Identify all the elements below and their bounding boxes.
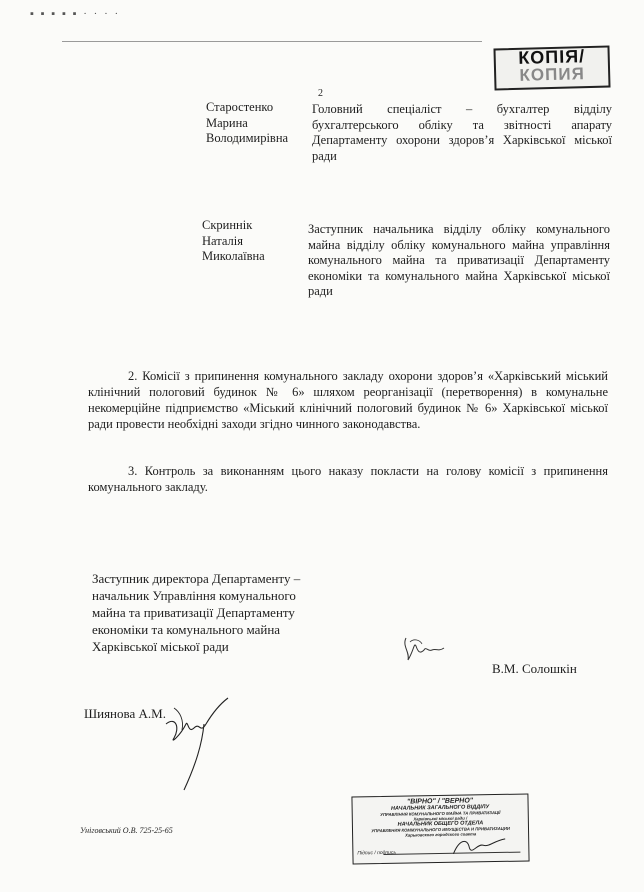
page-number: 2 [318,88,323,99]
cert-line: УПРАВЛЕНИЯ КОММУНАЛЬНОГО ИМУЩЕСТВА И ПРИВАТИЗАЦИИ [371,825,510,834]
cert-line: НАЧАЛЬНИК ОБЩЕГО ОТДЕЛА [397,820,484,828]
executor-name: Шиянова А.М. [84,706,166,721]
member-name [202,218,265,265]
member-surname: Скриннік [202,218,253,232]
signatory-title-line: начальник Управління комунального [92,588,296,603]
signatory-title-line: Заступник директора Департаменту – [92,571,301,586]
member-surname: Старостенко [206,100,274,114]
scan-artifact: ▪ ▪ ▪ ▪ ▪ · · · · [30,8,121,20]
cert-signature-label: Підпис / подпись [357,849,397,857]
signatory-title-line: економіки та комунального майна [92,622,281,637]
member-position: Головний спеціаліст – бухгалтер відділу бухгалтерського обліку та звітності апарату Департаменту охорони здоров’я Харківської міської ради [312,102,612,163]
member-first-name: Марина [206,115,248,130]
member-position: Заступник начальника відділу обліку комунального майна відділу обліку комунального майна управління комунального майна та приватизації Департаменту економіки та комунального майна Харківської міської ради [308,222,610,298]
header-rule [62,41,482,42]
cert-line: Харківської міської ради / [413,815,468,822]
signatory-name: В.М. Солошкін [492,661,577,676]
member-patronymic: Володимирівна [206,131,289,145]
executor-phone: Уніговський О.В. 725-25-65 [80,826,173,835]
signatory-title-line: майна та приватизації Департаменту [92,605,295,620]
signatory-title-line: Харківської міської ради [92,639,229,654]
signatory-title [92,570,352,655]
paragraph-3: 3. Контроль за виконанням цього наказу покласти на голову комісії з припинення комунального закладу. [88,464,608,494]
cert-signature [449,833,509,860]
certification-stamp [351,793,529,864]
member-patronymic: Миколаївна [202,249,265,263]
member-first-name: Наталія [202,233,243,248]
cert-line: "ВІРНО" / "ВЕРНО" [406,797,474,806]
cert-line: НАЧАЛЬНИК ЗАГАЛЬНОГО ВІДДІЛУ [390,804,490,812]
copy-stamp-line1: КОПІЯ/ [518,46,586,68]
director-signature [400,632,450,668]
copy-stamp [493,45,610,90]
cert-line: УПРАВЛІННЯ КОМУНАЛЬНОГО МАЙНА ТА ПРИВАТИЗАЦІЇ [380,809,501,818]
paragraph-2: 2. Комісії з припинення комунального закладу охорони здоров’я «Харківський міський клінічний пологовий будинок № 6» шляхом реорганізації (перетворення) в комунальне некомерційне підприємство «Міський клінічний пологовий будинок № 6» Харківської міської ради провести необхідні заходи згідно чинного законодавства. [88,369,608,431]
member-name [206,100,288,147]
executor-signature [160,694,240,794]
cert-line: Харьковского городского совета [405,831,477,838]
copy-stamp-line2: КОПИЯ [519,64,586,85]
